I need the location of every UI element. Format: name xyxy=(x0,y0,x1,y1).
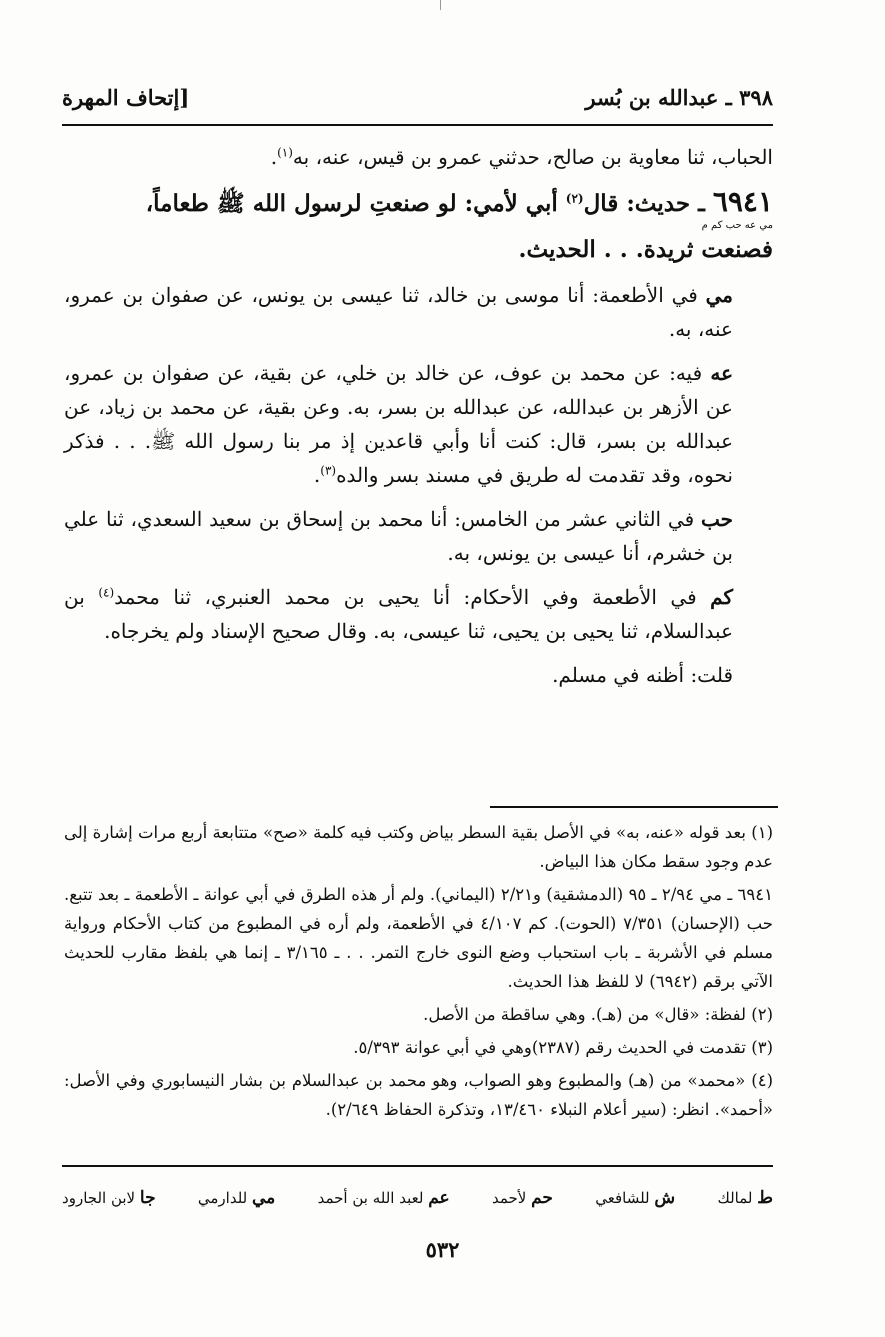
top-crop-mark xyxy=(440,0,441,10)
footnote-ref-1: (١) xyxy=(277,145,293,160)
paragraph-km xyxy=(64,580,773,648)
footnote-ref-2: (٢) xyxy=(565,191,584,206)
paragraph-hb-text: في الثاني عشر من الخامس: أنا محمد بن إسحاق بن سعيد السعدي، ثنا علي بن خشرم، أنا عيسى بن يونس، به. xyxy=(64,507,733,565)
siglum-item: جا لابن الجارود xyxy=(62,1188,156,1208)
source-code-hb: حب xyxy=(700,507,733,531)
footnote-4: (٤) «محمد» من (هـ) والمطبوع وهو الصواب، وهو محمد بن عبدالسلام بن بشار النيسابوري وفي الأصل: «أحمد». انظر: (سير أعلام النبلاء ١٣/٤٦٠، وتذكرة الحفاظ ٢/٦٤٩). xyxy=(64,1071,773,1119)
footnote-ref-3: (٣) xyxy=(320,463,337,478)
running-header xyxy=(62,80,773,114)
paragraph-mi xyxy=(64,278,773,346)
bottom-rule xyxy=(62,1165,773,1167)
paragraph-km-text-b: بن عبدالسلام، ثنا يحيى بن يحيى، ثنا عيسى، به. وقال صحيح الإسناد ولم يخرجاه. xyxy=(64,585,733,643)
book-title: [إتحاف المهرة xyxy=(62,84,190,110)
header-rule xyxy=(62,124,773,126)
paragraph-km-text-a: في الأطعمة وفي الأحكام: أنا يحيى بن محمد العنبري، ثنا محمد xyxy=(114,585,711,609)
footnote-ref-4: (٤) xyxy=(98,585,115,600)
siglum-item: عم لعبد الله بن أحمد xyxy=(317,1188,450,1208)
paragraph-ah: عه فيه: عن محمد بن عوف، عن خالد بن خلي، عن بقية، عن صفوان بن عمرو، عن الأزهر بن عبدالله، عن عبدالله بن بسر، به. وعن بقية، عن محمد بن زياد، عن عبدالله بن بسر، قال: كنت أنا وأبي قاعدين إذ مر بنا رسول الله ﷺ. . . فذكر نحوه، وقد تقدمت له طريق في مسند بسر والده$^{(٣)}$. xyxy=(64,361,733,487)
footnote-2: (٢) لفظة: «قال» من (هـ). وهي ساقطة من الأصل. xyxy=(423,1005,773,1024)
paragraph-qult: قلت: أظنه في مسلم. xyxy=(552,663,733,687)
footnote-3: (٣) تقدمت في الحديث رقم (٢٣٨٧)وهي في أبي عوانة ٥/٣٩٣. xyxy=(353,1038,773,1057)
paragraph-continuation: الحباب، ثنا معاوية بن صالح، حدثني عمرو بن قيس، عنه، به$^{(١)}$. xyxy=(270,145,773,169)
continuation-text: الحباب، ثنا معاوية بن صالح، حدثني عمرو بن قيس، عنه، به xyxy=(292,145,773,169)
hadith-text-b: أبي لأمي: لو صنعتِ لرسول الله ﷺ طعاماً، xyxy=(145,190,566,217)
siglum-item: مي للدارمي xyxy=(197,1188,276,1208)
siglum-item: ش للشافعي xyxy=(595,1188,676,1208)
hadith-line-2: فصنعت ثريدة. . . الحديث. xyxy=(518,236,773,263)
footnotes xyxy=(64,818,773,1128)
paragraph-mi-text: في الأطعمة: أنا موسى بن خالد، ثنا عيسى بن يونس، عن صفوان بن عمرو، عنه، به. xyxy=(64,283,733,341)
footnote-rule xyxy=(490,806,778,808)
section-title: ٣٩٨ ـ عبدالله بن بُسر xyxy=(585,84,773,110)
sigla-legend xyxy=(62,1183,773,1213)
source-code-mi: مي xyxy=(705,283,733,307)
sigla-note: مي عه حب كم م xyxy=(701,220,773,231)
source-code-km: كم xyxy=(710,585,733,609)
siglum-item: ط لمالك xyxy=(717,1188,773,1208)
paragraph-ah-text: فيه: عن محمد بن عوف، عن خالد بن خلي، عن بقية، عن صفوان بن عمرو، عن الأزهر بن عبدالله، عن عبدالله بن بسر، به. وعن بقية، عن محمد بن زياد، عن عبدالله بن بسر، قال: كنت أنا وأبي قاعدين إذ مر بنا رسول الله ﷺ. . . فذكر نحوه، وقد تقدمت له طريق في مسند بسر والده xyxy=(64,361,733,487)
footnote-1: (١) بعد قوله «عنه، به» في الأصل بقية السطر بياض وكتب فيه كلمة «صح» متتابعة أربع مرات إشارة إلى عدم وجود سقط مكان هذا البياض. xyxy=(64,823,773,871)
footnote-6941: ٦٩٤١ ـ مي ٢/٩٤ ـ ٩٥ (الدمشقية) و٢/٢١ (اليماني). ولم أر هذه الطرق في أبي عوانة ـ الأطعمة ـ بعد تتبع. حب (الإحسان) ٧/٣٥١ (الحوت). كم ٤/١٠٧ في الأطعمة، ولم أره في المطبوع من كتاب الأحكام ورواية مسلم في الأشربة ـ باب استحباب وضع النوى خارج التمر. . . ـ ٣/١٦٥ ـ إنما هي بلفظ مقارب للحديث الآتي برقم (٦٩٤٢) لا للفظ هذا الحديث. xyxy=(64,885,773,991)
page-number: ٥٣٢ xyxy=(425,1237,460,1262)
paragraph-hb xyxy=(64,502,773,570)
main-text xyxy=(64,140,773,702)
hadith-number: ٦٩٤١ xyxy=(712,185,773,218)
hadith-heading xyxy=(64,184,773,268)
hadith-text-a: ـ حديث: قال xyxy=(583,190,713,217)
source-code-ah: عه xyxy=(710,361,733,385)
siglum-item: حم لأحمد xyxy=(491,1188,553,1208)
